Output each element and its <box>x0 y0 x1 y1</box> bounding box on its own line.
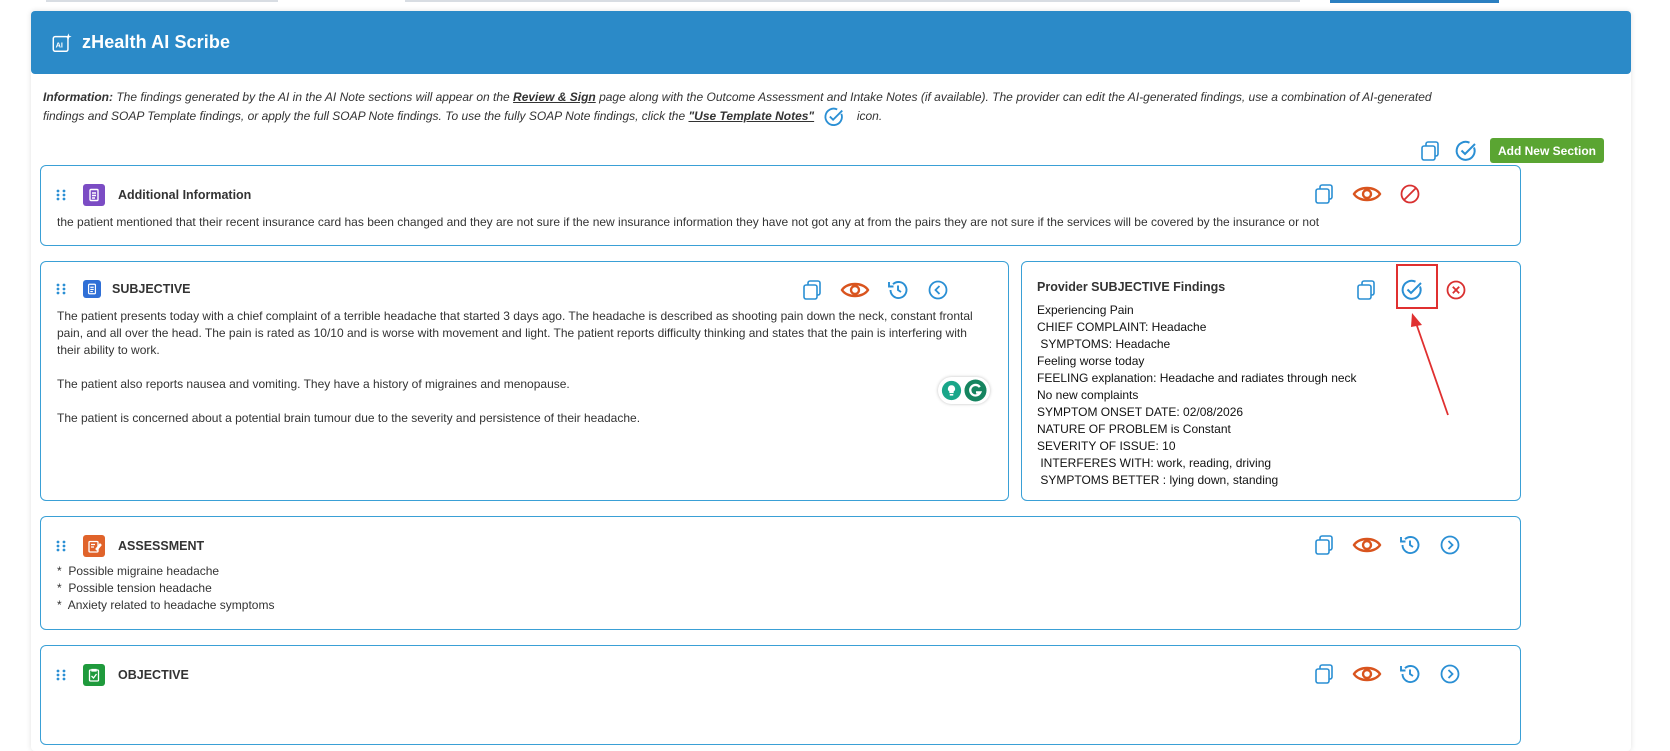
document-icon <box>83 184 105 206</box>
section-title: OBJECTIVE <box>118 668 189 682</box>
subjective-paragraph: The patient is concerned about a potential brain tumour due to the severity and persistence of their headache. <box>57 411 641 425</box>
disable-icon[interactable] <box>1398 182 1422 206</box>
document-icon <box>83 280 101 298</box>
section-title: SUBJECTIVE <box>112 282 191 296</box>
top-toolbar <box>1418 138 1604 163</box>
section-assessment <box>40 516 1521 630</box>
drag-handle-icon[interactable] <box>55 539 67 553</box>
copy-icon[interactable] <box>1312 533 1336 557</box>
use-template-notes-link[interactable]: "Use Template Notes" <box>688 109 815 124</box>
history-icon[interactable] <box>886 278 910 302</box>
section-header <box>55 664 189 686</box>
section-actions <box>1312 662 1462 686</box>
chevron-right-circle-icon[interactable] <box>1438 662 1462 686</box>
section-header <box>55 184 251 206</box>
list-item: * Anxiety related to headache symptoms <box>57 598 275 612</box>
section-title: Additional Information <box>118 188 252 202</box>
section-subjective <box>40 261 1009 501</box>
copy-icon[interactable] <box>1312 182 1336 206</box>
section-additional-information <box>40 165 1521 246</box>
section-header <box>1037 280 1225 294</box>
section-body: the patient mentioned that their recent insurance card has been changed and they are not sure if the new insurance information they have not got any at from the pairs they are not sure if the services will be covered by the insurance or not <box>57 215 1320 229</box>
finding-line: Experiencing Pain <box>1037 303 1134 317</box>
chevron-right-circle-icon[interactable] <box>1438 533 1462 557</box>
chevron-left-circle-icon[interactable] <box>926 278 950 302</box>
section-title: ASSESSMENT <box>118 539 205 553</box>
drag-handle-icon[interactable] <box>55 668 67 682</box>
finding-line: SYMPTOMS BETTER : lying down, standing <box>1037 473 1279 487</box>
ai-scribe-card <box>31 11 1631 751</box>
ai-sparkle-icon <box>51 32 73 54</box>
finding-line: SYMPTOM ONSET DATE: 02/08/2026 <box>1037 405 1244 419</box>
copy-icon[interactable] <box>1312 662 1336 686</box>
copy-icon[interactable] <box>1418 139 1442 163</box>
section-body <box>57 308 992 427</box>
section-actions <box>1312 182 1422 206</box>
section-actions <box>1312 533 1462 557</box>
close-circle-icon[interactable] <box>1444 278 1468 302</box>
section-header <box>55 535 204 557</box>
assessment-list <box>57 563 274 614</box>
subjective-paragraph: The patient presents today with a chief complaint of a terrible headache that started 3 days ago. The headache is described as shooting pain down the neck, constant frontal pain, and all over the head. The pain is rated as 10/10 and is worse with movement and light. The patient reports difficulty thinking and states that the pain is interfering with their ability to work. <box>57 309 973 357</box>
finding-line: SYMPTOMS: Headache <box>1037 337 1171 351</box>
add-new-section-button[interactable]: Add New Section <box>1490 138 1604 163</box>
provider-findings-list <box>1037 302 1357 489</box>
app-title: zHealth AI Scribe <box>82 32 231 52</box>
history-icon[interactable] <box>1398 533 1422 557</box>
list-item: * Possible tension headache <box>57 581 212 595</box>
eye-icon[interactable] <box>1352 182 1382 206</box>
grammarly-widget[interactable] <box>938 377 990 404</box>
finding-line: CHIEF COMPLAINT: Headache <box>1037 320 1207 334</box>
subjective-paragraph: The patient also reports nausea and vomiting. They have a history of migraines and menopause. <box>57 377 570 391</box>
finding-line: FEELING explanation: Headache and radiates through neck <box>1037 371 1357 385</box>
finding-line: INTERFERES WITH: work, reading, driving <box>1037 456 1272 470</box>
copy-icon[interactable] <box>800 278 824 302</box>
section-title: Provider SUBJECTIVE Findings <box>1037 280 1226 294</box>
finding-line: NATURE OF PROBLEM is Constant <box>1037 422 1231 436</box>
section-objective <box>40 645 1521 745</box>
finding-line: Feeling worse today <box>1037 354 1145 368</box>
drag-handle-icon[interactable] <box>55 282 67 296</box>
copy-icon[interactable] <box>1354 278 1378 302</box>
grammarly-icon[interactable] <box>964 379 987 402</box>
eye-icon[interactable] <box>1352 533 1382 557</box>
lightbulb-icon[interactable] <box>941 380 962 401</box>
info-text-3: icon. <box>856 109 883 124</box>
highlight-box <box>1396 264 1438 309</box>
use-template-check-icon[interactable] <box>1454 139 1478 163</box>
finding-line: SEVERITY OF ISSUE: 10 <box>1037 439 1176 453</box>
finding-line: No new complaints <box>1037 388 1139 402</box>
eye-icon[interactable] <box>840 278 870 302</box>
info-text-1: The findings generated by the AI in the AI Note sections will appear on the <box>116 90 510 104</box>
info-text-2: page along with the Outcome Assessment and Intake Notes (if available). The provider can edit the AI-generated findings, use a combination of AI-generated findings and SOAP Template findings, or apply the full SOAP Note findings. To use the fully SOAP Note findings, click the <box>43 90 1432 124</box>
section-actions <box>800 278 950 302</box>
drag-handle-icon[interactable] <box>55 188 67 202</box>
history-icon[interactable] <box>1398 662 1422 686</box>
eye-icon[interactable] <box>1352 662 1382 686</box>
annotation-arrow <box>1406 311 1456 421</box>
review-sign-link[interactable]: Review & Sign <box>513 90 596 104</box>
info-label: Information: <box>43 90 113 104</box>
clipboard-check-icon <box>83 664 105 686</box>
check-circle-icon <box>823 106 845 128</box>
app-header <box>31 11 1631 74</box>
edit-note-icon <box>83 535 105 557</box>
section-header <box>55 280 191 298</box>
information-text <box>43 88 1443 128</box>
svg-text:AI: AI <box>55 40 63 50</box>
list-item: * Possible migraine headache <box>57 564 220 578</box>
